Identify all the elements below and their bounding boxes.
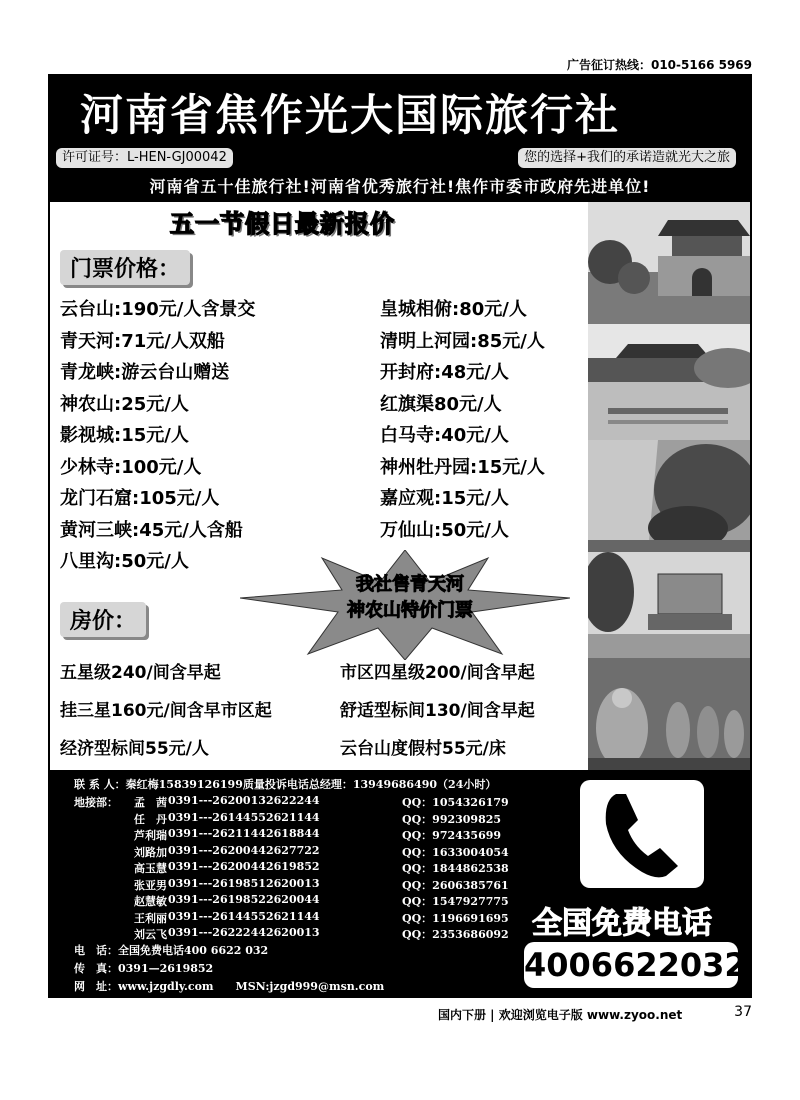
ticket-item: 黄河三峡:45元/人含船: [60, 519, 243, 541]
staff-qq: QQ：1054326179: [402, 796, 509, 809]
holiday-headline: 五一节假日最新报价: [170, 210, 395, 238]
ticket-item: 红旗渠80元/人: [380, 393, 502, 415]
agency-title: 河南省焦作光大国际旅行社: [80, 91, 620, 141]
room-section-title: 房价：: [60, 602, 146, 637]
staff-qq: QQ：1547927775: [402, 895, 509, 908]
ticket-section-title: 门票价格：: [60, 250, 190, 285]
room-price: 云台山度假村55元/床: [340, 739, 506, 759]
staff-extension: 2621144: [266, 810, 320, 824]
ticket-item: 皇城相俯:80元/人: [380, 299, 527, 320]
ad-frame: [48, 74, 752, 998]
staff-name: 高玉慧: [134, 862, 167, 875]
staff-name: 张亚男: [134, 878, 167, 892]
temple-square-photo: [588, 324, 750, 440]
staff-extension: 2620013: [266, 926, 320, 939]
staff-extension: 2618844: [266, 827, 320, 840]
title-bar: [50, 76, 750, 146]
staff-extension: 2620044: [266, 893, 320, 906]
staff-qq: QQ：992309825: [402, 812, 502, 826]
palace-gate-photo: [588, 202, 750, 324]
grotto-buddha-photo: [588, 658, 750, 770]
staff-extension: 2621144: [266, 909, 320, 923]
staff-extension: 2627722: [266, 843, 320, 857]
staff-qq: QQ：2606385761: [402, 878, 509, 892]
ticket-list-right: [380, 294, 545, 546]
ticket-item: 云台山:190元/人含景交: [60, 299, 256, 320]
room-price: 挂三星160元/间含早市区起: [60, 701, 272, 721]
room-price: 市区四星级200/间含早起: [340, 663, 535, 683]
phone-handset-icon: [580, 780, 704, 888]
contact-panel: [50, 770, 750, 996]
staff-name: 芦利瑞: [134, 829, 167, 842]
free-call-label: 全国免费电话: [532, 906, 712, 941]
staff-qq: QQ：1844862538: [402, 862, 509, 875]
staff-extension: 2620013: [266, 876, 320, 890]
slogan: 您的选择+我们的承诺造就光大之旅: [518, 148, 736, 168]
staff-extension: 2619852: [266, 860, 320, 873]
ticket-item: 白马寺:40元/人: [380, 425, 509, 446]
ticket-item: 神农山:25元/人: [60, 393, 189, 415]
ticket-item: 青龙峡:游云台山赠送: [60, 362, 230, 383]
fax-line: 传 真：0391—2619852: [74, 962, 214, 975]
staff-phone: 0391---2621144: [168, 827, 266, 840]
staff-name: 王利丽: [134, 911, 167, 925]
staff-qq: QQ：1633004054: [402, 845, 509, 859]
ticket-item: 八里沟:50元/人: [60, 551, 189, 572]
promo-line: 神农山特价门票: [347, 600, 473, 621]
ticket-item: 青天河:71元/人双船: [60, 330, 225, 352]
promo-text: [320, 572, 500, 624]
free-call-number: 4006622032: [524, 942, 738, 988]
staff-qq: QQ：972435699: [402, 829, 502, 842]
license-bar: [50, 146, 750, 172]
staff-name: 刘路加: [134, 845, 167, 859]
honors-banner: 河南省五十佳旅行社!河南省优秀旅行社!焦作市委市政府先进单位!: [50, 172, 750, 202]
ticket-item: 少林寺:100元/人: [60, 456, 202, 478]
monument-photo: [588, 552, 750, 658]
ticket-list-left: [60, 294, 255, 578]
dept-label: 地接部：: [74, 796, 118, 809]
staff-name: 赵慧敏: [134, 895, 167, 908]
room-price: 舒适型标间130/间含早起: [340, 701, 535, 721]
staff-phone: 0391---2614455: [168, 909, 266, 923]
ticket-item: 开封府:48元/人: [380, 362, 509, 383]
contact-person: 联 系 人：秦红梅15839126199质量投诉电话总经理：13949686490（24小时）: [74, 778, 497, 791]
ticket-item: 清明上河园:85元/人: [380, 330, 545, 352]
staff-extension: 2622244: [266, 794, 320, 807]
room-price: 经济型标间55元/人: [60, 739, 209, 759]
footer-note: 国内下册 | 欢迎浏览电子版 www.zyoo.net: [438, 1008, 683, 1022]
scenic-photo-strip: [588, 202, 750, 770]
tel-line: 电 话：全国免费电话400 6622 032: [74, 944, 269, 957]
ticket-item: 龙门石窟:105元/人: [60, 488, 220, 509]
license-number: 许可证号：L-HEN-GJ00042: [56, 148, 233, 168]
staff-phone: 0391---2620044: [168, 843, 266, 857]
staff-name: 任 丹: [134, 812, 167, 826]
staff-name: 孟 茜: [134, 796, 167, 809]
web-line: 网 址：www.jzgdly.com MSN:jzgd999@msn.com: [74, 980, 385, 993]
promo-line: 我社售青天河: [356, 574, 464, 595]
cliff-photo: [588, 440, 750, 552]
ticket-item: 万仙山:50元/人: [380, 519, 509, 541]
staff-qq: QQ：1196691695: [402, 911, 509, 925]
room-price: 五星级240/间含早起: [60, 663, 221, 683]
staff-phone: 0391---2620044: [168, 860, 266, 873]
staff-phone: 0391---2620013: [168, 794, 266, 807]
page-number: 37: [734, 1004, 752, 1020]
ad-hotline: 广告征订热线：010-5166 5969: [566, 58, 752, 72]
staff-name: 刘云飞: [134, 928, 167, 941]
ticket-item: 嘉应观:15元/人: [380, 488, 509, 509]
staff-phone: 0391---2614455: [168, 810, 266, 824]
ticket-item: 神州牡丹园:15元/人: [380, 456, 545, 478]
staff-qq: QQ：2353686092: [402, 928, 509, 941]
staff-phone: 0391---2622244: [168, 926, 266, 939]
ticket-item: 影视城:15元/人: [60, 425, 189, 446]
staff-phone: 0391---2619852: [168, 893, 266, 906]
staff-phone: 0391---2619851: [168, 876, 266, 890]
